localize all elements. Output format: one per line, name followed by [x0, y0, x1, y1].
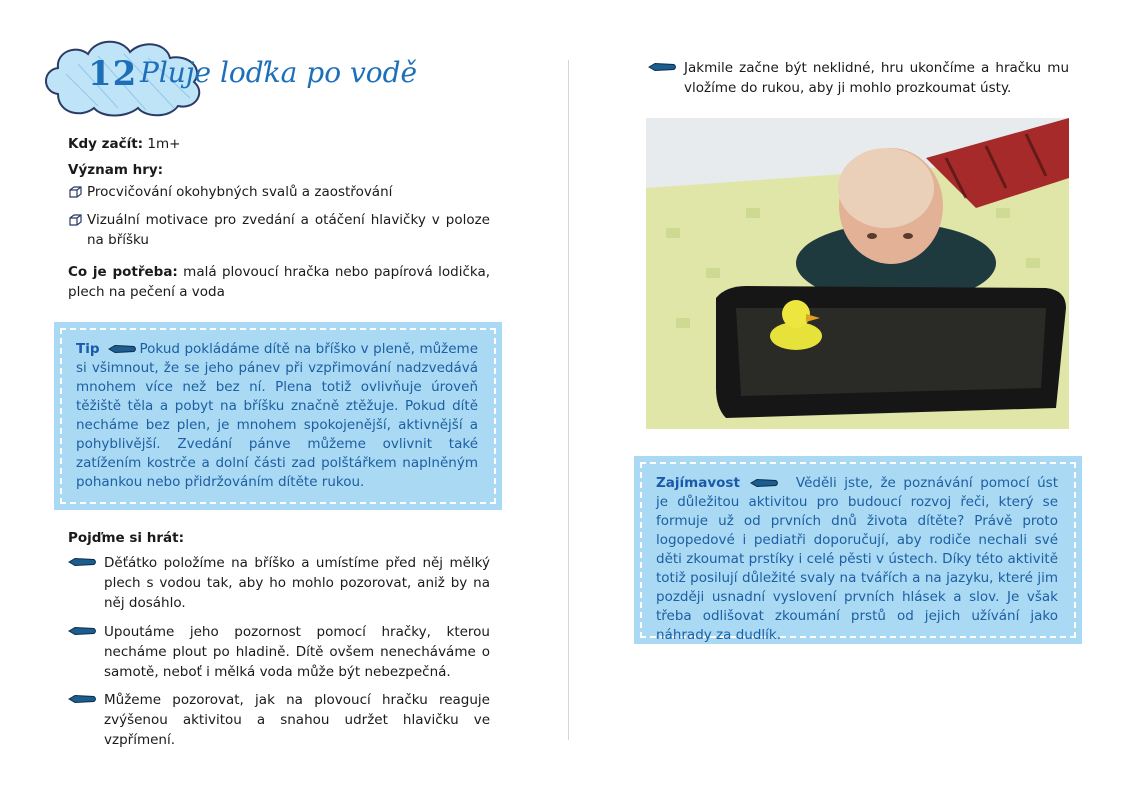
cube-icon [68, 213, 82, 227]
meaning-item-2: Vizuální motivace pro zvedání a otáčení hlavičky v poloze na bříšku [87, 212, 490, 248]
play-item-3: Můžeme pozorovat, jak na plovoucí hračku reaguje zvýšenou aktivitou a snahou udržet hlavičku ve vzpřímení. [104, 692, 490, 748]
play-label: Pojďme si hrát: [68, 530, 184, 546]
when-label: Kdy začít: [68, 136, 144, 152]
page-divider [568, 60, 569, 740]
baby-photo [646, 118, 1069, 429]
needs-row [68, 262, 490, 302]
meaning-label: Význam hry: [68, 162, 164, 178]
page-title: Pluje loďka po vodě [140, 56, 418, 89]
play-item-2: Upoutáme jeho pozornost pomocí hračky, kterou necháme plout po hladině. Dítě ovšem nenecháváme o samotě, neboť i mělká voda může být nebezpečná. [104, 624, 490, 680]
pencil-icon [648, 62, 678, 72]
tip-label: Tip [76, 341, 100, 357]
when-value: 1m+ [147, 136, 181, 152]
pencil-icon [68, 626, 98, 636]
chapter-number: 12 [88, 54, 138, 94]
meaning-item-1: Procvičování okohybných svalů a zaostřování [87, 184, 393, 200]
when-row [68, 134, 488, 154]
play-item-1: Děťátko položíme na bříško a umístíme před něj mělký plech s vodou tak, aby ho mohlo pozorovat, aniž by na něj dosáhlo. [104, 555, 490, 611]
pencil-icon [68, 694, 98, 704]
pencil-icon [68, 557, 98, 567]
fact-label: Zajímavost [656, 475, 740, 491]
needs-label: Co je potřeba: [68, 264, 178, 280]
tip-box [54, 322, 502, 510]
cube-icon [68, 185, 82, 199]
needs-value: malá plovoucí hračka nebo papírová lodička, plech na pečení a voda [68, 264, 491, 300]
right-bullet-item: Jakmile začne být neklidné, hru ukončíme a hračku mu vložíme do rukou, aby ji mohlo prozkoumat ústy. [684, 60, 1069, 96]
fact-text: Zajímavost Věděli jste, že poznávání pomocí úst je důležitou aktivitou pro budoucí rozvoj řeči, který se formuje už od prvních dnů života dítěte? Právě proto logopedové i pediatři doporučují, aby rodiče nechali své děti zkoumat prstíky i celé pěsti v ústech. Díky této aktivitě totiž posilují důležité svaly na tvářích a na jazyku, které jim později usnadní vyslovení prvních hlásek a slov. Je však třeba odlišovat zkoumání prstů od jejich užívání jako náhrady za dudlík. [656, 475, 1058, 643]
fact-box [634, 456, 1082, 644]
tip-text: Tip Pokud pokládáme dítě na bříško v pleně, můžeme si všimnout, že se jeho pánev při vzpřimování nadzvedává mnohem více než bez ní. Plena totiž ovlivňuje úroveň těžiště těla a pobyt na bříšku značně ztěžuje. Pokud dítě necháme bez plen, je mnohem spokojenější, aktivnější a pohyblivější. Zvedání pánve můžeme ovlivnit také zatížením kostrče a dolní části zad polštářkem naplněným pohankou nebo přidržováním dítěte rukou. [76, 341, 478, 490]
